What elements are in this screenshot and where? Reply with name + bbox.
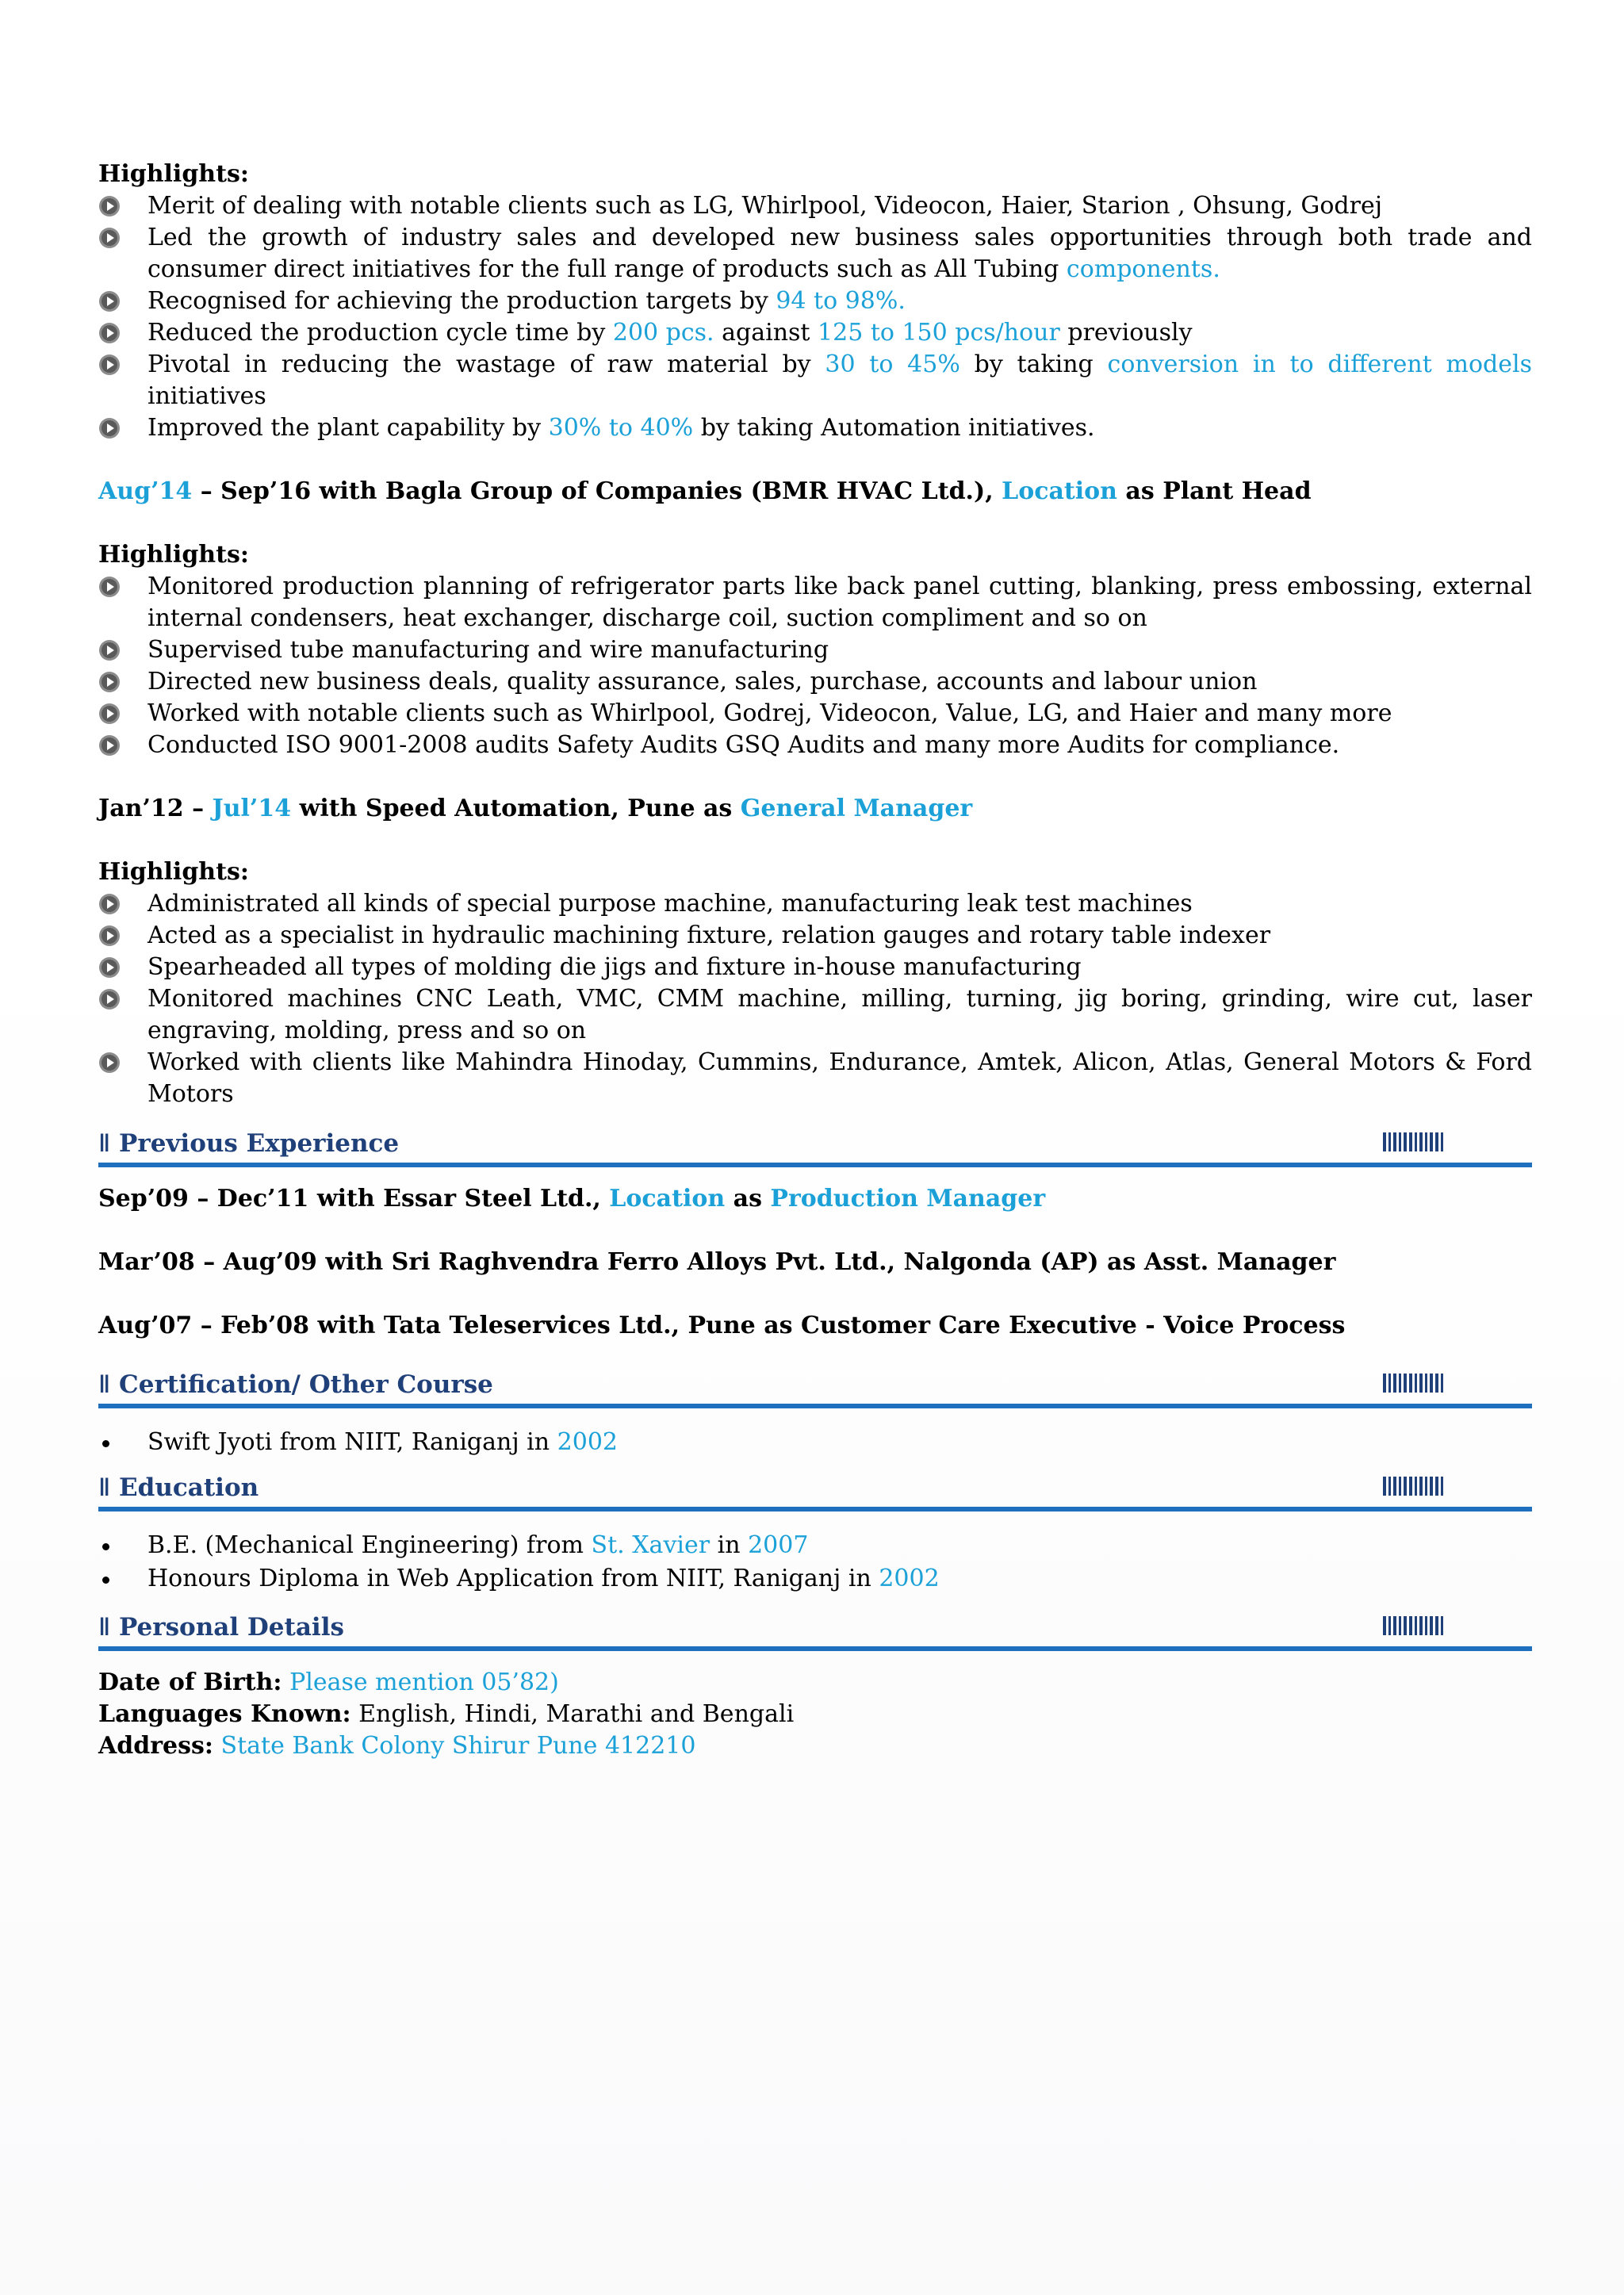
bar-stripe: [1409, 1374, 1412, 1393]
bar-stripe: [1388, 1477, 1392, 1496]
circle-play-icon: [98, 1052, 121, 1074]
highlight-text: Jul’14: [212, 795, 292, 822]
certification-list: [98, 1426, 1532, 1459]
text-segment: Conducted ISO 9001-2008 audits Safety Audits GSQ Audits and many more Audits for compliance.: [147, 731, 1340, 759]
highlights-list: [98, 888, 1532, 1110]
bar-stripe: [1430, 1374, 1433, 1393]
highlight-text: components.: [1066, 255, 1220, 283]
circle-play-icon: [98, 639, 121, 661]
bar-stripe: [1404, 1616, 1407, 1635]
highlights-heading: Highlights:: [98, 160, 249, 188]
vertical-bars-icon: [1383, 1477, 1453, 1496]
text-segment: in: [710, 1531, 749, 1559]
bar-stripe: [1383, 1132, 1386, 1151]
section-title: ǁ Previous Experience: [98, 1129, 400, 1158]
dob-value: Please mention 05’82): [289, 1669, 559, 1696]
text-segment: Mar’08 – Aug’09 with Sri Raghvendra Ferro Alloys Pvt. Ltd., Nalgonda (AP) as Asst. Manager: [98, 1248, 1336, 1276]
section-personal-details: [98, 1611, 1532, 1651]
highlight-item: [98, 952, 1532, 983]
highlight-item: [98, 571, 1532, 634]
highlight-item: [98, 983, 1532, 1047]
highlight-item: [98, 1047, 1532, 1110]
highlight-item: [98, 888, 1532, 920]
bar-stripe: [1430, 1477, 1433, 1496]
list-item: [98, 1562, 1532, 1596]
highlights-list: [98, 190, 1532, 444]
vertical-bars-icon: [1383, 1616, 1453, 1635]
bar-stripe: [1441, 1374, 1444, 1393]
highlight-item: [98, 920, 1532, 952]
languages-label: Languages Known:: [98, 1700, 351, 1728]
bar-stripe: [1435, 1477, 1438, 1496]
text-segment: previously: [1059, 319, 1193, 347]
text-segment: as: [725, 1185, 771, 1213]
highlights-heading: Highlights:: [98, 541, 249, 569]
bar-stripe: [1419, 1374, 1423, 1393]
text-segment: – Sep’16 with Bagla Group of Companies (BMR HVAC Ltd.),: [192, 477, 1002, 505]
address-label: Address:: [98, 1732, 213, 1760]
circle-play-icon: [98, 893, 121, 915]
text-segment: by taking Automation initiatives.: [693, 414, 1095, 442]
bar-stripe: [1404, 1132, 1407, 1151]
text-segment: B.E. (Mechanical Engineering) from: [147, 1531, 592, 1559]
text-segment: as Plant Head: [1116, 477, 1312, 505]
education-list: [98, 1529, 1532, 1596]
bar-stripe: [1425, 1477, 1428, 1496]
bar-stripe: [1388, 1374, 1392, 1393]
highlight-text: Production Manager: [770, 1185, 1046, 1213]
job-header-speed-automation: [98, 793, 1532, 825]
highlights-list: [98, 571, 1532, 761]
list-item: [98, 1529, 1532, 1562]
bar-stripe: [1409, 1477, 1412, 1496]
highlight-text: 30% to 40%: [548, 414, 694, 442]
bar-stripe: [1425, 1374, 1428, 1393]
bar-stripe: [1435, 1374, 1438, 1393]
text-segment: Merit of dealing with notable clients such as LG, Whirlpool, Videocon, Haier, Starion , Ohsung, Godrej: [147, 192, 1383, 220]
text-segment: Jan’12 –: [98, 795, 213, 822]
section-title: ǁ Certification/ Other Course: [98, 1370, 493, 1399]
bullet-dot-icon: [102, 1543, 109, 1550]
bar-stripe: [1399, 1374, 1402, 1393]
text-segment: Supervised tube manufacturing and wire manufacturing: [147, 636, 829, 664]
job-header-tata: [98, 1310, 1532, 1342]
bar-stripe: [1388, 1132, 1392, 1151]
circle-play-icon: [98, 576, 121, 598]
bar-stripe: [1441, 1616, 1444, 1635]
highlight-text: 125 to 150 pcs/hour: [818, 319, 1060, 347]
highlight-item: [98, 222, 1532, 285]
address-row: [98, 1730, 1532, 1762]
bar-stripe: [1425, 1616, 1428, 1635]
job-header-bagla: [98, 476, 1532, 508]
vertical-bars-icon: [1383, 1374, 1453, 1393]
highlight-text: 94 to 98%.: [776, 287, 906, 315]
section-previous-experience: [98, 1128, 1532, 1167]
highlight-text: Aug’14: [98, 477, 193, 505]
circle-play-icon: [98, 703, 121, 725]
dob-row: [98, 1667, 1532, 1699]
highlight-text: Location: [1002, 477, 1117, 505]
highlight-item: [98, 317, 1532, 349]
section-certification: [98, 1369, 1532, 1408]
text-segment: with Speed Automation, Pune as: [291, 795, 741, 822]
circle-play-icon: [98, 417, 121, 439]
text-segment: Directed new business deals, quality assurance, sales, purchase, accounts and labour union: [147, 668, 1258, 695]
circle-play-icon: [98, 290, 121, 312]
list-item: [98, 1426, 1532, 1459]
vertical-bars-icon: [1383, 1132, 1453, 1151]
bar-stripe: [1415, 1477, 1418, 1496]
text-segment: Spearheaded all types of molding die jigs and fixture in-house manufacturing: [147, 953, 1082, 981]
address-value: State Bank Colony Shirur Pune 412210: [220, 1732, 696, 1760]
highlight-item: [98, 666, 1532, 698]
text-segment: Acted as a specialist in hydraulic machining fixture, relation gauges and rotary table indexer: [147, 921, 1271, 949]
bar-stripe: [1399, 1616, 1402, 1635]
bar-stripe: [1393, 1616, 1396, 1635]
text-segment: Honours Diploma in Web Application from NIIT, Raniganj in: [147, 1565, 879, 1592]
text-segment: Worked with notable clients such as Whirlpool, Godrej, Videocon, Value, LG, and Haier and many more: [147, 699, 1392, 727]
bar-stripe: [1393, 1374, 1396, 1393]
bar-stripe: [1415, 1374, 1418, 1393]
text-segment: Monitored machines CNC Leath, VMC, CMM machine, milling, turning, jig boring, grinding, wire cut, laser engraving, molding, press and so on: [147, 985, 1532, 1044]
bar-stripe: [1399, 1477, 1402, 1496]
bar-stripe: [1393, 1477, 1396, 1496]
job-header-essar: [98, 1183, 1532, 1215]
text-segment: Reduced the production cycle time by: [147, 319, 613, 347]
bar-stripe: [1430, 1132, 1433, 1151]
bar-stripe: [1393, 1132, 1396, 1151]
job-header-raghvendra: [98, 1247, 1532, 1278]
text-segment: against: [714, 319, 818, 347]
highlight-text: St. Xavier: [591, 1531, 710, 1559]
bar-stripe: [1415, 1132, 1418, 1151]
text-segment: Recognised for achieving the production targets by: [147, 287, 776, 315]
section-title: ǁ Education: [98, 1473, 259, 1502]
bar-stripe: [1409, 1132, 1412, 1151]
bar-stripe: [1441, 1132, 1444, 1151]
text-segment: Improved the plant capability by: [147, 414, 549, 442]
bar-stripe: [1419, 1132, 1423, 1151]
bar-stripe: [1409, 1616, 1412, 1635]
circle-play-icon: [98, 195, 121, 217]
bar-stripe: [1425, 1132, 1428, 1151]
text-segment: Worked with clients like Mahindra Hinoday, Cummins, Endurance, Amtek, Alicon, Atlas, General Motors & Ford Motors: [147, 1048, 1532, 1108]
circle-play-icon: [98, 734, 121, 757]
highlight-text: conversion in to different models: [1107, 351, 1532, 378]
resume-content: [98, 159, 1532, 1762]
highlight-item: [98, 730, 1532, 761]
text-segment: Aug’07 – Feb’08 with Tata Teleservices Ltd., Pune as Customer Care Executive - Voice Process: [98, 1312, 1346, 1339]
dob-label: Date of Birth:: [98, 1669, 282, 1696]
highlight-text: General Manager: [740, 795, 973, 822]
section-education: [98, 1472, 1532, 1511]
bar-stripe: [1404, 1374, 1407, 1393]
text-segment: initiatives: [147, 382, 266, 410]
highlight-item: [98, 698, 1532, 730]
bullet-dot-icon: [102, 1577, 109, 1584]
text-segment: Administrated all kinds of special purpose machine, manufacturing leak test machines: [147, 890, 1193, 918]
highlight-item: [98, 634, 1532, 666]
bar-stripe: [1441, 1477, 1444, 1496]
highlights-heading: Highlights:: [98, 858, 249, 886]
text-segment: Sep’09 – Dec’11 with Essar Steel Ltd.,: [98, 1185, 610, 1213]
bullet-dot-icon: [102, 1440, 109, 1447]
bar-stripe: [1435, 1616, 1438, 1635]
languages-row: [98, 1699, 1532, 1730]
bar-stripe: [1404, 1477, 1407, 1496]
circle-play-icon: [98, 671, 121, 693]
text-segment: Led the growth of industry sales and developed new business sales opportunities through both trade and consumer direct initiatives for the full range of products such as All Tubing: [147, 224, 1532, 283]
bar-stripe: [1435, 1132, 1438, 1151]
section-title: ǁ Personal Details: [98, 1613, 344, 1642]
bar-stripe: [1383, 1616, 1386, 1635]
bar-stripe: [1399, 1132, 1402, 1151]
highlight-text: 2007: [748, 1531, 809, 1559]
bar-stripe: [1383, 1477, 1386, 1496]
bar-stripe: [1419, 1477, 1423, 1496]
text-segment: by taking: [959, 351, 1108, 378]
circle-play-icon: [98, 227, 121, 249]
languages-value: English, Hindi, Marathi and Bengali: [358, 1700, 795, 1728]
highlight-item: [98, 285, 1532, 317]
circle-play-icon: [98, 925, 121, 947]
circle-play-icon: [98, 322, 121, 344]
bar-stripe: [1388, 1616, 1392, 1635]
bar-stripe: [1430, 1616, 1433, 1635]
circle-play-icon: [98, 354, 121, 376]
highlight-text: 30 to 45%: [825, 351, 960, 378]
highlight-text: 2002: [557, 1428, 618, 1456]
bar-stripe: [1415, 1616, 1418, 1635]
highlight-item: [98, 349, 1532, 412]
text-segment: Swift Jyoti from NIIT, Raniganj in: [147, 1428, 557, 1456]
text-segment: Pivotal in reducing the wastage of raw material by: [147, 351, 825, 378]
circle-play-icon: [98, 988, 121, 1010]
highlight-item: [98, 412, 1532, 444]
highlight-text: 200 pcs.: [612, 319, 714, 347]
bar-stripe: [1383, 1374, 1386, 1393]
bar-stripe: [1419, 1616, 1423, 1635]
highlight-item: [98, 190, 1532, 222]
circle-play-icon: [98, 956, 121, 979]
highlight-text: Location: [609, 1185, 726, 1213]
text-segment: Monitored production planning of refrigerator parts like back panel cutting, blanking, press embossing, external internal condensers, heat exchanger, discharge coil, suction compliment and so on: [147, 573, 1532, 632]
highlight-text: 2002: [879, 1565, 940, 1592]
